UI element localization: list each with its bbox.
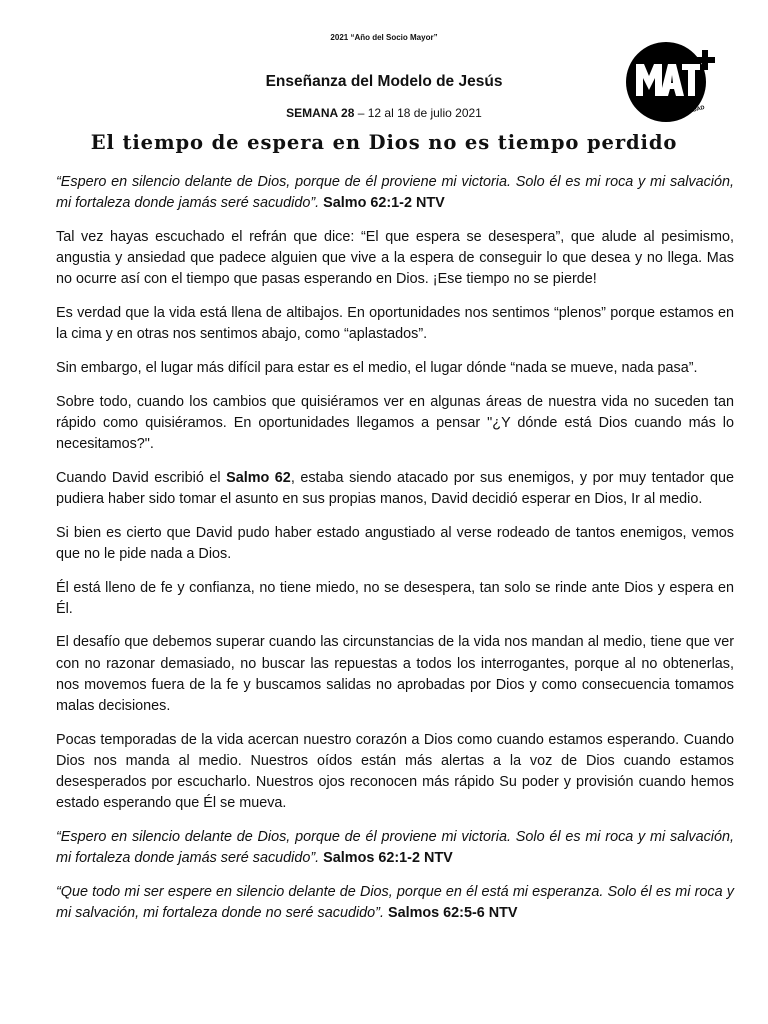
paragraph: Pocas temporadas de la vida acercan nuestro corazón a Dios como cuando estamos esperando. Cuando Dios nos manda al medio. Nuestros oídos están más alertas a la voz de Dios cuando estamos desesperados por escucharlo. Nuestros ojos reconocen más rápido Su poder y provisión cuando hemos estado esperando que Él se mueva. <box>56 731 734 812</box>
paragraph: El desafío que debemos superar cuando las circunstancias de la vida nos mandan al medio, tiene que ver con no razonar demasiado, no buscar las repuestas a todos los interrogantes, porque al no obtenerlas, nos movemos fuera de la fe y buscamos salidas no aprobadas por Dios y como consecuencia tomamos malas decisiones. <box>56 634 734 715</box>
scripture-reference: Salmo 62 <box>226 469 291 486</box>
paragraph: Tal vez hayas escuchado el refrán que dice: “El que espera se desespera”, que alude al pesimismo, angustia y ansiedad que padece alguien que vive a la espera de conseguir lo que desea y no llega. Mas no ocurre así con el tiempo que pasas esperando en Dios. ¡Ese tiempo no se pierde! <box>56 228 734 288</box>
week-dates: – 12 al 18 de julio 2021 <box>354 106 482 120</box>
document-body <box>56 172 734 937</box>
paragraph: Si bien es cierto que David pudo haber estado angustiado al verse rodeado de tantos enemigos, vemos que no le pide nada a Dios. <box>56 524 734 562</box>
week-label: SEMANA 28 <box>286 106 355 120</box>
scripture-reference: Salmo 62:1-2 NTV <box>323 195 445 212</box>
opening-quote <box>56 172 734 214</box>
paragraph <box>56 468 734 510</box>
closing-quote <box>56 882 734 924</box>
page-title: El tiempo de espera en Dios no es tiempo perdido <box>90 131 678 154</box>
paragraph: Sin embargo, el lugar más difícil para estar es el medio, el lugar dónde “nada se mueve, nada pasa”. <box>56 359 698 376</box>
mat-plus-logo <box>624 40 722 124</box>
paragraph-text: , estaba siendo atacado por sus enemigos, y por muy tentador que pudiera haber sido tomar el asunto en sus propias manos, David decidió esperar en Dios, Ir al medio. <box>56 469 734 507</box>
paragraph: Sobre todo, cuando los cambios que quisiéramos ver en algunas áreas de nuestra vida no suceden tan rápido como quisiéramos. En oportunidades llegamos a pensar "¿Y dónde está Dios cuando más lo necesitamos?". <box>56 393 734 453</box>
paragraph: Es verdad que la vida está llena de altibajos. En oportunidades nos sentimos “plenos” porque estamos en la cima y en otras nos sentimos abajo, como “aplastados”. <box>56 305 734 343</box>
quote-text: “Espero en silencio delante de Dios, porque de él proviene mi victoria. Solo él es mi roca y mi salvación, mi fortaleza donde jamás seré sacudido”. <box>56 829 734 867</box>
logo-tagline: LA COMUNIDAD <box>662 104 706 122</box>
paragraph-text: Cuando David escribió el <box>56 469 227 486</box>
closing-quote <box>56 827 734 869</box>
scripture-reference: Salmos 62:1-2 NTV <box>323 850 453 867</box>
quote-text: “Que todo mi ser espere en silencio delante de Dios, porque en él está mi esperanza. Solo él es mi roca y mi salvación, mi fortaleza donde no seré sacudido”. <box>56 883 734 922</box>
scripture-reference: Salmos 62:5-6 NTV <box>387 905 518 922</box>
document-subtitle: Enseñanza del Modelo de Jesús <box>265 73 503 90</box>
paragraph: Él está lleno de fe y confianza, no tiene miedo, no se desespera, tan solo se rinde ante Dios y espera en Él. <box>56 579 734 617</box>
year-motto: 2021 “Año del Socio Mayor” <box>330 33 438 42</box>
quote-text: “Espero en silencio delante de Dios, porque de él proviene mi victoria. Solo él es mi roca y mi salvación, mi fortaleza donde jamás seré sacudido”. <box>56 174 734 212</box>
